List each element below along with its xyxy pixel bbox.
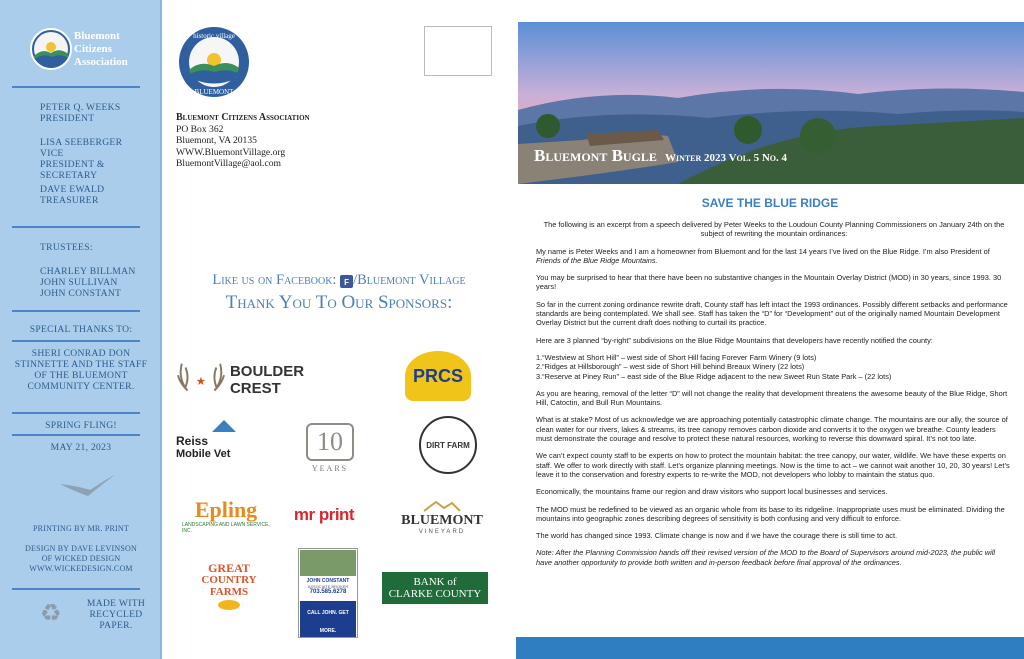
paragraph: You may be surprised to hear that there have been no substantive changes in the Mountain Overlay District (MOD) in 30 years, since 1993. 30 years! <box>536 273 1002 292</box>
design-url-link[interactable]: WWW.WICKEDESIGN.COM <box>29 564 133 573</box>
mailer-panel <box>162 0 516 659</box>
paragraph: My name is Peter Weeks and I am a homeowner from Bluemont and for the last 14 years I’ve lived on the Blue Ridge. I’m also President of Friends of the Blue Ridge Mountains. <box>536 246 990 265</box>
article-title: SAVE THE BLUE RIDGE <box>701 196 839 210</box>
newsletter-panel <box>516 0 1024 659</box>
paragraph: What is at stake? Most of us acknowledge we are approaching potentially catastrophic climate change. The mountains are our ally, the source of clean water for our rivers, lakes & streams, its tree canopy removes carbon dioxide and converts it to the oxygen we breathe. County leaders must demonstrate the courage and resolve to protect these natural resources, working to reverse this downward spiral. It’s not too late. <box>536 415 1008 444</box>
sponsor-prcs: PRCS <box>402 350 474 402</box>
antlers-icon <box>176 361 226 399</box>
stamp-box <box>424 26 492 76</box>
subdivision-list <box>536 353 1012 381</box>
paragraph: As you are hearing, removal of the letter “D” will not change the reality that development threatens the awesome beauty of the Blue Ridge, Short Hill, Catoctin, and Bull Run Mountains. <box>536 388 1008 408</box>
closing-note: Note: After the Planning Commission hands off their revised version of the MOD to the Board of Supervisors around mid-2023, the public will have another opportunity to provide both written and in-person feedback before final approval of the ordinances. <box>536 548 995 567</box>
sponsor-reiss-mobile-vet: Reiss Mobile Vet <box>176 420 246 464</box>
sidebar-divider <box>12 434 140 436</box>
sidebar-divider <box>12 588 140 590</box>
sponsor-epling: Epling LANDSCAPING AND LAWN SERVICE, INC. <box>182 497 270 534</box>
sponsor-dirt-farm: DIRT FARM <box>418 416 478 474</box>
special-thanks-heading: SPECIAL THANKS TO: <box>29 324 133 335</box>
design-credit: DESIGN BY DAVE LEVINSON OF WICKED DESIGN WWW.WICKEDESIGN.COM <box>8 544 154 574</box>
sidebar-org-name: Bluemont Citizens Association <box>74 30 128 68</box>
hero-image <box>518 22 1024 184</box>
sponsor-boulder-crest: ★ BOULDER CREST <box>176 360 354 400</box>
website-link[interactable]: WWW.BluemontVillage.org <box>176 146 286 158</box>
recycle-icon: ♻ <box>40 600 62 627</box>
email-link[interactable]: BluemontVillage@aol.com <box>176 158 281 169</box>
return-address: Bluemont Citizens Association PO Box 362 Bluemont, VA 20135 WWW.BluemontVillage.org BluemontVillage@aol.com <box>176 112 310 169</box>
facebook-line[interactable]: Like us on Facebook: f /Bluemont Village <box>212 272 466 288</box>
paragraph: The world has changed since 1993. Climate change is now and if we have the courage there is still time to act. <box>536 531 898 541</box>
list-item: 2.“Ridges at Hillsborough” – west side of Short Hill behind Breaux Winery (22 lots) <box>536 362 805 372</box>
event-date: MAY 21, 2023 <box>50 442 112 453</box>
sidebar-divider <box>12 226 140 228</box>
list-item: 1.“Westview at Short Hill” – west side of Short Hill facing Forever Farm Winery (9 lots) <box>536 352 817 362</box>
paragraph: Economically, the mountains frame our region and draw visitors who support local businesses and services. <box>536 487 888 497</box>
list-item: 3.“Reserve at Piney Run” – east side of the Blue Ridge adjacent to the new Sweet Run State Park – (22 lots) <box>536 371 892 381</box>
bca-logo <box>30 28 72 70</box>
historic-village-logo <box>178 26 250 98</box>
facebook-icon: f <box>340 275 353 288</box>
sidebar-divider <box>12 86 140 88</box>
sponsor-bluemont-vineyard: BLUEMONT VINEYARD <box>394 494 490 540</box>
agent-photo <box>300 550 356 576</box>
logo-top-text: historic village <box>193 32 235 40</box>
sidebar-divider <box>12 412 140 414</box>
officer-vice-president: LISA SEEBERGER VICE PRESIDENT & SECRETARY <box>40 137 123 181</box>
bird-icon <box>58 470 118 505</box>
svg-text:★: ★ <box>195 375 207 388</box>
printing-credit: PRINTING BY MR. PRINT <box>33 524 129 533</box>
sunflower-icon <box>218 600 240 610</box>
sidebar-divider <box>12 310 140 312</box>
sponsor-10-years: 10 YEARS <box>302 420 358 476</box>
house-icon <box>212 420 236 432</box>
event-name: SPRING FLING! <box>45 420 117 431</box>
masthead: Bluemont Bugle Winter 2023 Vol. 5 No. 4 <box>534 146 788 165</box>
sponsor-great-country-farms: GREAT COUNTRY FARMS <box>192 556 266 616</box>
sponsor-john-constant: JOHN CONSTANT ASSOCIATE BROKER 703.585.6278 CALL JOHN. GET MORE. <box>298 548 358 638</box>
logo-bottom-text: BLUEMONT <box>194 88 234 96</box>
recycled-note: MADE WITH RECYCLED PAPER. <box>86 598 146 631</box>
trustees-list: CHARLEY BILLMAN JOHN SULLIVAN JOHN CONSTANT <box>40 266 136 299</box>
officer-treasurer: DAVE EWALD TREASURER <box>40 184 105 206</box>
trustees-heading: TRUSTEES: <box>40 242 93 253</box>
paragraph: We can’t expect county staff to be experts on how to protect the mountain habitat: the tree canopy, our water, wildlife. We have these experts on staff. We offer to work directly with staff. Let’s organize planning meetings. Now is the time to act – we cannot wait another 10, 20, 30 years! Let’s leave it to the conservation and forestry experts to re-write the MOD, not developers who lobby to maintain the status quo. <box>536 451 1010 479</box>
sponsor-mr-print: mr print <box>293 505 355 524</box>
sidebar-divider <box>12 340 140 342</box>
sponsors-heading: Thank You To Our Sponsors: <box>225 292 453 313</box>
paragraph: The MOD must be redefined to be viewed as an organic whole from its base to its ridgeline. Inappropriate uses must be eliminated. Dividing the mountains into geographic zones describing degrees of sensitivity is both confusing and very difficult to enforce. <box>536 504 1005 523</box>
special-thanks-text: SHERI CONRAD DON STINNETTE AND THE STAFF OF THE BLUEMONT COMMUNITY CENTER. <box>14 348 148 392</box>
article-intro: The following is an excerpt from a speech delivered by Peter Weeks to the Loudoun County Planning Commissioners on January 24th on the subject of rewriting the mountain ordinances: <box>543 220 1005 239</box>
sponsor-bank-of-clarke-county: BANK of CLARKE COUNTY <box>382 572 488 604</box>
sidebar <box>0 0 162 659</box>
article-body <box>536 220 1012 575</box>
paragraph: Here are 3 planned “by-right” subdivisions on the Blue Ridge Mountains that developers have recently notified the county: <box>536 335 933 345</box>
mountain-icon <box>422 499 462 513</box>
footer-bar <box>516 637 1024 659</box>
officer-president: PETER Q. WEEKS PRESIDENT <box>40 102 121 124</box>
paragraph: So far in the current zoning ordinance rewrite draft, County staff has left intact the 1993 ordinances. Possibly different setbacks and performance standards are being contemplated. We shall see. Staff has taken the “D” for “Development” out of the originally named Mountain Development Overlay District but the current draft does nothing to curtail its practice. <box>536 299 1008 328</box>
